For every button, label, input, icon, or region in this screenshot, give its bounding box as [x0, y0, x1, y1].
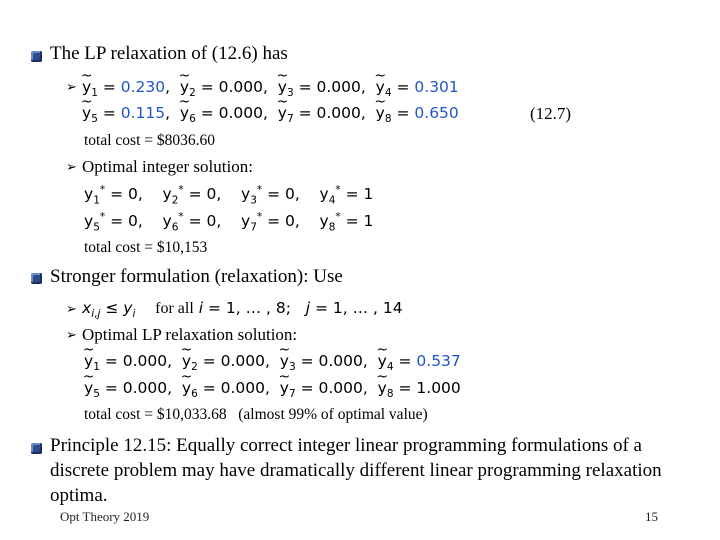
lp-total-cost: total cost = $8036.60 — [84, 132, 216, 149]
principle-line-1: Principle 12.15: Equally correct integer linear programming formulations of a — [50, 435, 642, 456]
str-y1-value: 0.000 — [122, 352, 168, 370]
lp-y5-value: 0.115 — [120, 104, 166, 122]
j-range: 1, … , 14 — [332, 299, 403, 317]
stronger-total-cost-line — [84, 406, 428, 424]
stronger-constraint: $x_{i,j} \le y_i$ for all i = 1, … , 8; j = 1, … , 14 — [82, 299, 403, 321]
lp-relaxation-row-1: ~ $y_1 = 0.230$, ~ $y_2 = 0.000$, ~ $y_3 = 0.000$, ~ $y_4 = 0.301$ — [82, 78, 459, 99]
int-y7-value: 0 — [285, 212, 295, 231]
arrow-bullet-icon: ➢ — [66, 80, 77, 95]
lp-y1-value: 0.230 — [120, 78, 166, 96]
lp-y7-value: 0.000 — [316, 104, 361, 122]
int-y6-value: 0 — [206, 212, 217, 231]
integer-total-cost: total cost = $10,153 — [84, 239, 208, 256]
lp-y2-value: 0.000 — [218, 78, 263, 96]
equation-label: (12.7) — [530, 104, 572, 123]
lp-relaxation-row-2: ~ $y_5 = 0.115$, ~ $y_6 = 0.000$, ~ $y_7 = 0.000$, ~ $y_8 = 0.650$ — [82, 104, 459, 125]
str-y5-value: 0.000 — [122, 379, 168, 397]
str-y6-value: 0.000 — [220, 379, 265, 397]
i-range: 1, … , 8; — [225, 299, 291, 317]
str-y4-value: 0.537 — [416, 352, 461, 370]
stronger-lp-heading: Optimal LP relaxation solution: — [82, 325, 298, 344]
bullet-lp-relaxation: The LP relaxation of (12.6) has — [50, 43, 288, 64]
arrow-bullet-icon: ➢ — [66, 160, 77, 175]
integer-solution-row-1: $y_1^* = 0$, $y_2^* = 0$, $y_3^* = 0$, $y_4^* = 1$ — [84, 184, 374, 207]
lp-y8-value: 0.650 — [414, 104, 459, 122]
arrow-bullet-icon: ➢ — [66, 302, 77, 317]
integer-solution-heading: Optimal integer solution: — [82, 157, 253, 176]
stronger-lp-row-2: ~ $y_5 = 0.000$, ~ $y_6 = 0.000$, ~ $y_7 = 0.000$, ~ $y_8 = 1.000$ — [84, 379, 461, 400]
bullet-square-icon — [31, 273, 42, 284]
integer-solution-row-2: $y_5^* = 0$, $y_6^* = 0$, $y_7^* = 0$, $y_8^* = 1$ — [84, 211, 374, 234]
bullet-square-icon — [31, 443, 42, 454]
int-y5-value: 0 — [128, 212, 138, 231]
stronger-total-cost: total cost = $10,033.68 — [84, 406, 227, 423]
int-y4-value: 1 — [363, 185, 374, 204]
str-y8-value: 1.000 — [416, 379, 461, 397]
int-y2-value: 0 — [206, 185, 217, 204]
str-y3-value: 0.000 — [318, 352, 363, 370]
int-y8-value: 1 — [363, 212, 374, 231]
int-y1-value: 0 — [128, 185, 138, 204]
int-y3-value: 0 — [285, 185, 295, 204]
lp-y6-value: 0.000 — [218, 104, 263, 122]
str-y2-value: 0.000 — [220, 352, 265, 370]
bullet-stronger-formulation: Stronger formulation (relaxation): Use — [50, 266, 343, 287]
lp-y4-value: 0.301 — [414, 78, 459, 96]
footer-page-number: 15 — [645, 509, 658, 524]
lp-y3-value: 0.000 — [316, 78, 361, 96]
bullet-square-icon — [31, 51, 42, 62]
stronger-note: (almost 99% of optimal value) — [238, 406, 428, 423]
principle-line-2: discrete problem may have dramatically different linear programming relaxation — [50, 460, 662, 481]
arrow-bullet-icon: ➢ — [66, 328, 77, 343]
str-y7-value: 0.000 — [318, 379, 363, 397]
stronger-lp-row-1: ~ $y_1 = 0.000$, ~ $y_2 = 0.000$, ~ $y_3 = 0.000$, ~ $y_4 = 0.537$ — [84, 352, 461, 373]
footer-course: Opt Theory 2019 — [60, 509, 150, 524]
for-all-text: for all — [155, 300, 194, 317]
principle-line-3: optima. — [50, 485, 108, 506]
